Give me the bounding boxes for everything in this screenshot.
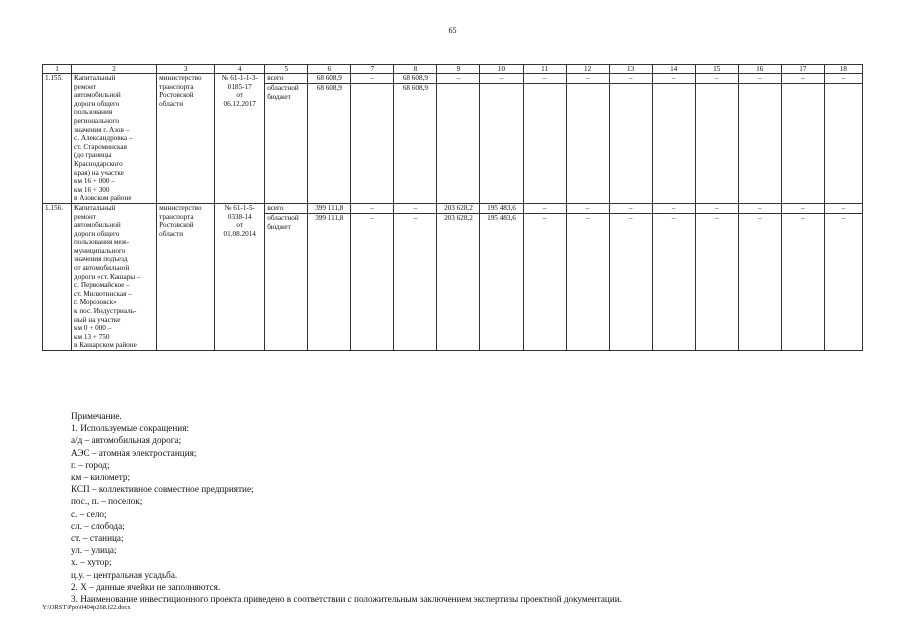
value-cell: 68 608,9 — [394, 84, 437, 204]
project-name-line: в Азовском районе — [74, 194, 132, 203]
value-cell: – — [824, 213, 862, 350]
notes-line: г. – город; — [71, 459, 110, 470]
value-cell: – — [738, 213, 781, 350]
value-cell — [523, 84, 566, 204]
funding-source: всего — [265, 74, 308, 84]
value-cell: 399 111,8 — [308, 203, 351, 213]
value-cell — [824, 84, 862, 204]
value-cell: – — [824, 74, 862, 84]
notes-line: АЭС – атомная электростанция; — [71, 447, 197, 458]
customer-line: области — [159, 229, 184, 238]
customer-line: Ростовской — [159, 91, 194, 100]
value-cell: – — [738, 74, 781, 84]
customer-line: области — [159, 99, 184, 108]
data-table — [42, 64, 863, 351]
value-cell: – — [523, 74, 566, 84]
expertise-doc-line: 0185-17 — [227, 82, 252, 91]
notes-line: х. – хутор; — [71, 557, 112, 568]
value-cell — [437, 84, 480, 204]
column-header: 16 — [738, 65, 781, 74]
value-cell: – — [695, 203, 738, 213]
value-cell — [480, 84, 523, 204]
project-name-line: с. Первомайское – — [74, 281, 130, 290]
value-cell: – — [609, 203, 652, 213]
project-name-line: (до границы — [74, 151, 112, 160]
column-header: 12 — [566, 65, 609, 74]
column-header: 11 — [523, 65, 566, 74]
notes-line: ц.у. – центральная усадьба. — [71, 569, 178, 580]
column-header: 2 — [72, 65, 157, 74]
value-cell — [351, 84, 394, 204]
project-name-line: ремонт — [74, 82, 96, 91]
project-name — [72, 203, 157, 350]
expertise-doc-line: 0338-14 — [227, 212, 252, 221]
value-cell: – — [781, 203, 824, 213]
column-header: 9 — [437, 65, 480, 74]
value-cell: – — [351, 203, 394, 213]
value-cell: – — [609, 74, 652, 84]
project-name-line: автомобильной — [74, 91, 121, 100]
project-name-line: км 13 + 750 — [74, 332, 110, 341]
value-cell: – — [523, 203, 566, 213]
value-cell: – — [781, 213, 824, 350]
value-cell — [609, 84, 652, 204]
value-cell: – — [566, 213, 609, 350]
project-name-line: края) на участке — [74, 168, 124, 177]
notes-line: а/д – автомобильная дорога; — [71, 435, 182, 446]
column-header: 8 — [394, 65, 437, 74]
value-cell: – — [394, 213, 437, 350]
expertise-doc-line: 01.08.2014 — [223, 229, 256, 238]
expertise-doc-line: № 61-1-1-3- — [221, 74, 258, 82]
value-cell: 195 483,6 — [480, 213, 523, 350]
project-name-line: дороги «ст. Кашары – — [74, 272, 141, 281]
notes-line: сл. – слобода; — [71, 520, 125, 531]
header-row — [43, 65, 863, 74]
expertise-doc-line: от — [236, 221, 244, 230]
row-number: 1.156. — [43, 203, 72, 350]
project-name-line: значения подъезд — [74, 255, 128, 264]
value-cell: – — [351, 213, 394, 350]
notes-title: Примечание. — [71, 411, 122, 421]
column-header: 5 — [265, 65, 308, 74]
customer — [157, 203, 215, 350]
customer-line: министерство — [159, 74, 202, 82]
value-cell: 203 628,2 — [437, 203, 480, 213]
notes-line: пос., п. – поселок; — [71, 496, 143, 507]
funding-source: всего — [265, 203, 308, 213]
project-name-line: к пос. Индустриаль- — [74, 307, 137, 316]
project-name-line: км 16 + 300 — [74, 185, 110, 194]
value-cell: – — [480, 74, 523, 84]
project-name-line: регионального — [74, 116, 119, 125]
value-cell — [738, 84, 781, 204]
value-cell: – — [652, 203, 695, 213]
customer-line: министерство — [159, 203, 202, 212]
row-number: 1.155. — [43, 74, 72, 204]
funding-source: областной бюджет — [265, 213, 308, 350]
project-name-line: г. Морозовск» — [74, 298, 117, 307]
notes-line: км – километр; — [71, 472, 131, 483]
column-header: 14 — [652, 65, 695, 74]
value-cell: – — [652, 213, 695, 350]
expertise-doc-line: 06.12.2017 — [223, 99, 256, 108]
value-cell: 399 111,8 — [308, 213, 351, 350]
page-number: 65 — [448, 26, 457, 35]
value-cell: – — [394, 203, 437, 213]
notes-line: 3. Наименование инвестиционного проекта приведено в соответствии с положительным заключением экспертизы проектной документации. — [71, 594, 622, 605]
notes-block — [71, 410, 622, 605]
column-header: 4 — [215, 65, 265, 74]
customer-line: транспорта — [159, 82, 194, 91]
project-name-line: км 0 + 000 – — [74, 324, 112, 333]
project-name-line: ст. Староминская — [74, 142, 127, 151]
value-cell: – — [695, 74, 738, 84]
value-cell: – — [781, 74, 824, 84]
project-name-line: пользования — [74, 108, 113, 117]
project-name-line: муниципального — [74, 246, 126, 255]
value-cell — [781, 84, 824, 204]
notes-line: КСП – коллективное совместное предприятие; — [71, 484, 254, 495]
column-header: 6 — [308, 65, 351, 74]
project-name — [72, 74, 157, 204]
notes-line: 1. Используемые сокращения: — [71, 423, 189, 434]
project-name-line: в Кашарском районе — [74, 341, 137, 350]
funding-source: областной бюджет — [265, 84, 308, 204]
project-name-line: автомобильной — [74, 221, 121, 230]
value-cell: 203 628,2 — [437, 213, 480, 350]
value-cell: – — [652, 74, 695, 84]
column-header: 7 — [351, 65, 394, 74]
project-name-line: Капитальный — [74, 203, 116, 212]
value-cell: – — [695, 213, 738, 350]
project-name-line: пользования меж- — [74, 238, 130, 247]
expertise-doc — [215, 74, 265, 204]
project-name-line: дороги общего — [74, 229, 120, 238]
project-name-line: от автомобильной — [74, 264, 130, 273]
column-header: 1 — [43, 65, 72, 74]
table-row — [43, 74, 863, 84]
value-cell — [652, 84, 695, 204]
customer — [157, 74, 215, 204]
table-row — [43, 203, 863, 213]
customer-line: транспорта — [159, 212, 194, 221]
value-cell: 68 608,9 — [308, 74, 351, 84]
value-cell — [566, 84, 609, 204]
value-cell: – — [523, 213, 566, 350]
column-header: 18 — [824, 65, 862, 74]
project-name-line: значения г. Азов – — [74, 125, 130, 134]
project-name-line: дороги общего — [74, 99, 120, 108]
expertise-doc — [215, 203, 265, 350]
notes-line: ст. – станица; — [71, 533, 124, 544]
column-header: 10 — [480, 65, 523, 74]
column-header: 13 — [609, 65, 652, 74]
value-cell: – — [437, 74, 480, 84]
value-cell — [695, 84, 738, 204]
notes-line: ул. – улица; — [71, 545, 117, 556]
project-name-line: с. Александровка – — [74, 134, 133, 143]
project-name-line: ный на участке — [74, 315, 121, 324]
project-name-line: Капитальный — [74, 74, 116, 82]
footer-file-path: Y:\ORST\Ppo\0404p268.f22.docx — [42, 604, 131, 611]
project-name-line: ст. Милютинская – — [74, 289, 132, 298]
value-cell: – — [566, 74, 609, 84]
expertise-doc-line: № 61-1-5- — [224, 203, 255, 212]
column-header: 3 — [157, 65, 215, 74]
notes-line: с. – село; — [71, 508, 107, 519]
value-cell: 68 608,9 — [308, 84, 351, 204]
value-cell: 195 483,6 — [480, 203, 523, 213]
project-name-line: км 16 + 000 – — [74, 177, 115, 186]
value-cell: – — [566, 203, 609, 213]
value-cell: – — [824, 203, 862, 213]
value-cell: 68 608,9 — [394, 74, 437, 84]
column-header: 15 — [695, 65, 738, 74]
notes-line: 2. Х – данные ячейки не заполняются. — [71, 581, 221, 592]
project-name-line: ремонт — [74, 212, 96, 221]
value-cell: – — [609, 213, 652, 350]
project-name-line: Краснодарского — [74, 159, 123, 168]
expertise-doc-line: от — [236, 91, 244, 100]
customer-line: Ростовской — [159, 221, 194, 230]
value-cell: – — [738, 203, 781, 213]
value-cell: – — [351, 74, 394, 84]
column-header: 17 — [781, 65, 824, 74]
